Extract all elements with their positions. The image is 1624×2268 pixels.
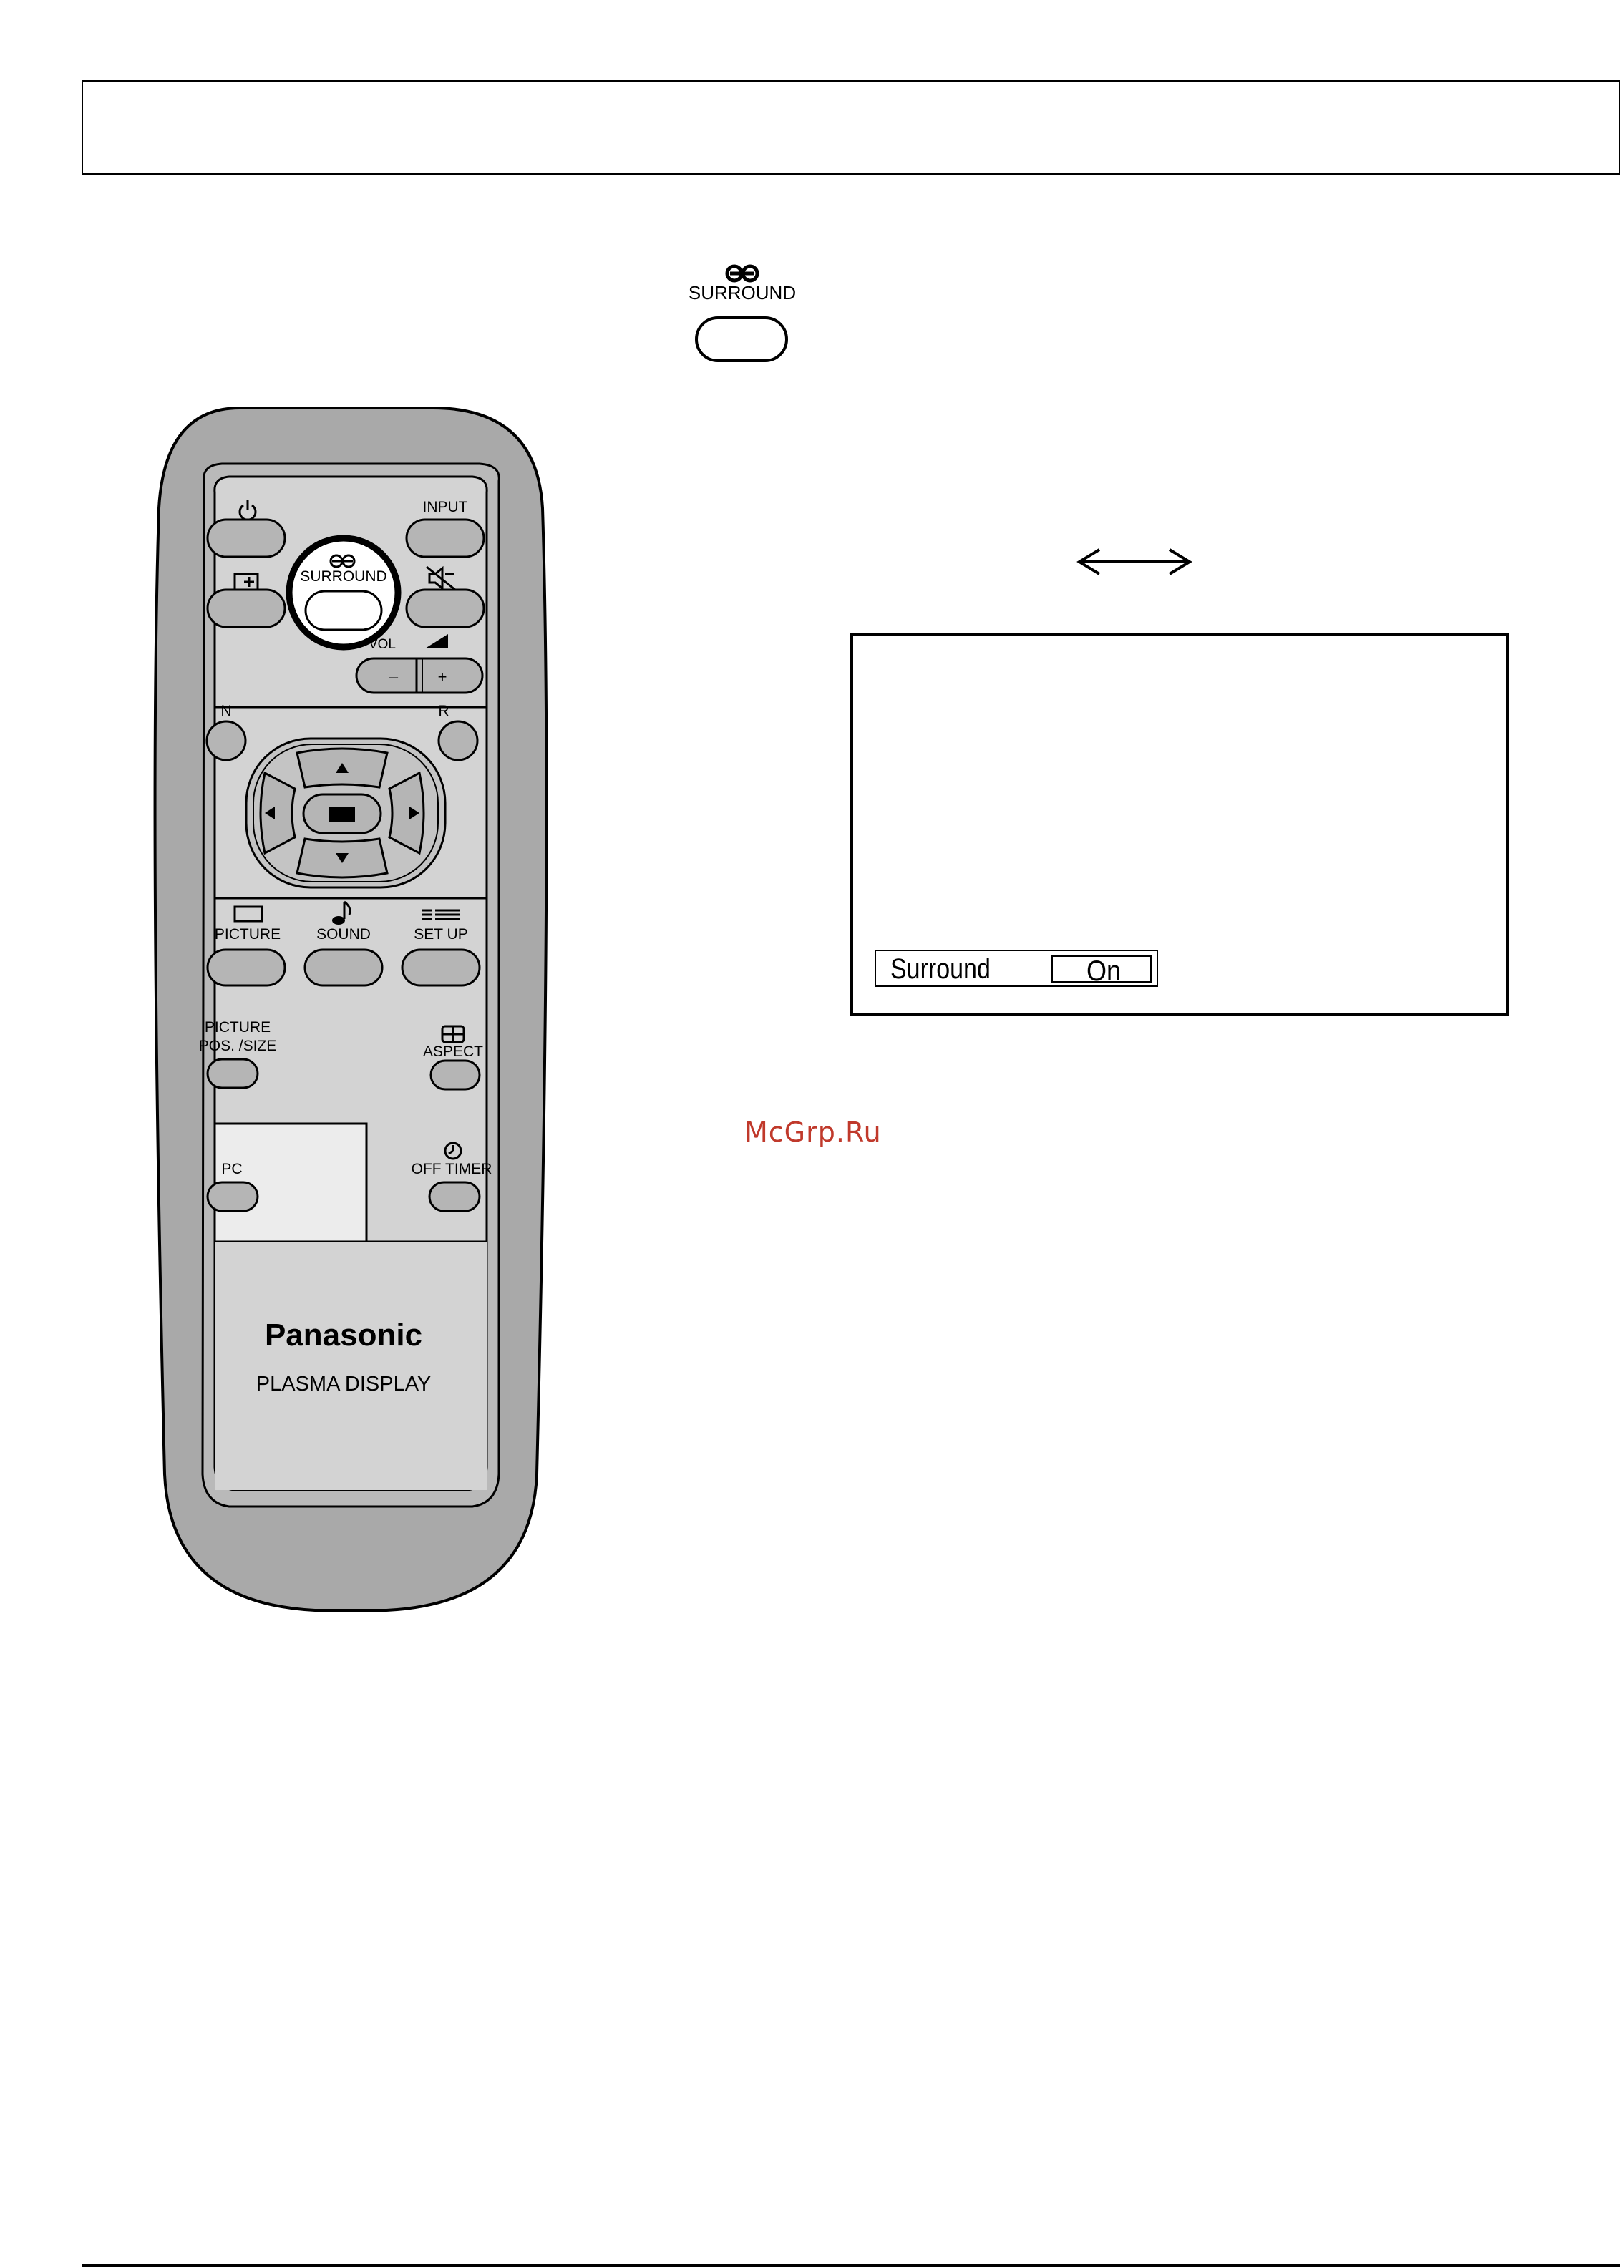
picture-pos-size-button[interactable] (208, 1059, 258, 1088)
setup-button[interactable] (402, 950, 480, 985)
aspect-button[interactable] (431, 1061, 480, 1089)
header-frame (82, 80, 1620, 175)
surround-button-illustration (689, 263, 796, 364)
remote-control (136, 401, 565, 1625)
toggle-arrow-icon (1074, 544, 1195, 580)
surround-button-label: SURROUND (689, 282, 796, 303)
osd-surround-bar (875, 950, 1158, 987)
picture-label: PICTURE (214, 926, 281, 943)
r-button[interactable] (439, 721, 477, 760)
pc-button[interactable] (208, 1182, 258, 1211)
remote-surround-label: SURROUND (300, 568, 387, 585)
surround-button-highlighted[interactable] (289, 538, 398, 647)
enter-icon (329, 807, 355, 822)
dpad (246, 739, 445, 887)
off-timer-label: OFF TIMER (411, 1161, 492, 1177)
picture-pos-label-line1: PICTURE (204, 1019, 271, 1036)
sound-label: SOUND (316, 926, 371, 943)
vol-plus[interactable]: + (437, 668, 447, 686)
osd-surround-label: Surround (890, 953, 991, 985)
picture-button[interactable] (208, 950, 285, 985)
osd-surround-value-box (1051, 955, 1152, 987)
off-timer-button[interactable] (429, 1182, 480, 1211)
picture-pos-label-line2: POS. /SIZE (198, 1038, 277, 1054)
sound-button[interactable] (305, 950, 382, 985)
input-button-label: INPUT (422, 499, 468, 515)
r-label: R (438, 703, 449, 719)
footer-rule (82, 2264, 1620, 2267)
watermark: McGrp.Ru (744, 1116, 882, 1148)
model-label: PLASMA DISPLAY (256, 1373, 432, 1396)
surround-button-shape[interactable] (696, 318, 787, 361)
brand-logo: Panasonic (264, 1318, 423, 1353)
n-button[interactable] (207, 721, 245, 760)
aspect-label: ASPECT (422, 1043, 484, 1060)
vol-minus[interactable]: – (389, 668, 399, 686)
n-label: N (220, 703, 232, 719)
osd-surround-value: On (1086, 955, 1122, 987)
surround-button-svg (689, 263, 796, 364)
setup-label: SET UP (414, 926, 468, 943)
volume-rocker[interactable] (356, 658, 482, 693)
surround-icon (727, 266, 757, 281)
pc-label: PC (221, 1161, 243, 1177)
remote-control-svg (136, 401, 565, 1625)
vol-label: VOL (368, 637, 397, 652)
